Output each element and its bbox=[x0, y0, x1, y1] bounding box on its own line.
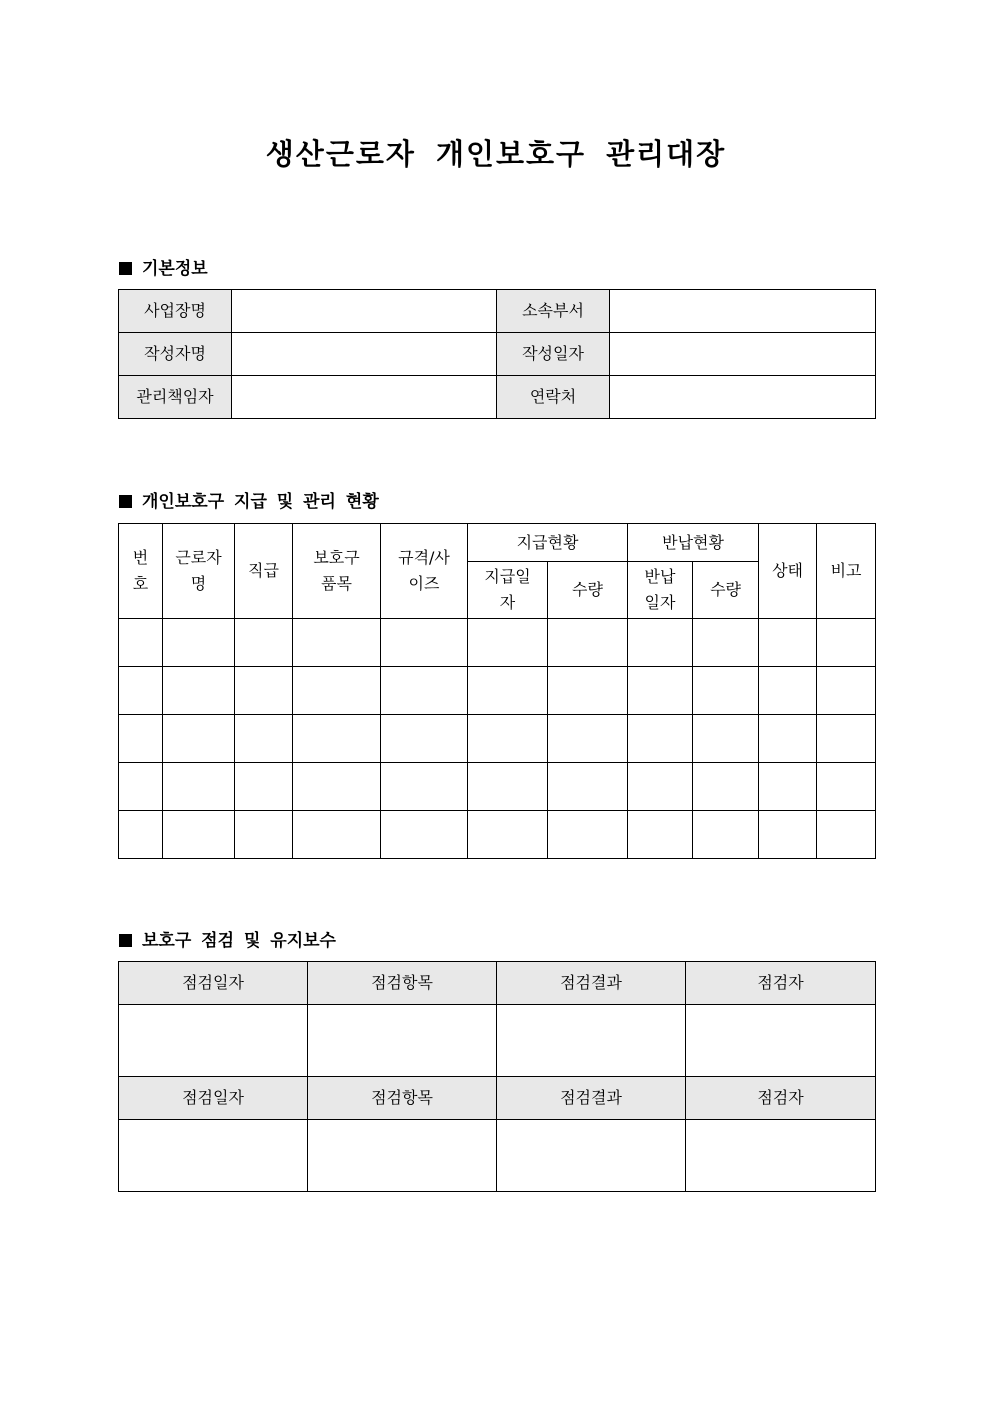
section-basic-heading bbox=[119, 254, 208, 279]
square-bullet-icon bbox=[119, 262, 132, 275]
cell-supply-date[interactable] bbox=[468, 619, 548, 667]
header-supply-qty: 수량 bbox=[548, 562, 628, 619]
inspection-date-field[interactable] bbox=[119, 1120, 308, 1192]
cell-return-date[interactable] bbox=[628, 715, 693, 763]
cell-worker[interactable] bbox=[163, 715, 235, 763]
header-position: 직급 bbox=[235, 524, 293, 619]
cell-worker[interactable] bbox=[163, 763, 235, 811]
cell-size[interactable] bbox=[381, 715, 468, 763]
cell-supply-date[interactable] bbox=[468, 667, 548, 715]
cell-return-date[interactable] bbox=[628, 811, 693, 859]
square-bullet-icon bbox=[119, 934, 132, 947]
header-no: 번호 bbox=[119, 524, 163, 619]
manager-label: 관리책임자 bbox=[119, 376, 232, 419]
manager-field[interactable] bbox=[232, 376, 497, 419]
contact-label: 연락처 bbox=[497, 376, 610, 419]
cell-position[interactable] bbox=[235, 667, 293, 715]
section-inspection-label: 보호구 점검 및 유지보수 bbox=[142, 931, 336, 951]
cell-note[interactable] bbox=[817, 667, 876, 715]
table-row bbox=[119, 619, 876, 667]
date-label: 작성일자 bbox=[497, 333, 610, 376]
cell-supply-date[interactable] bbox=[468, 811, 548, 859]
header-status: 상태 bbox=[759, 524, 817, 619]
department-label: 소속부서 bbox=[497, 290, 610, 333]
department-field[interactable] bbox=[610, 290, 876, 333]
basic-row bbox=[119, 333, 876, 376]
cell-status[interactable] bbox=[759, 763, 817, 811]
business-name-field[interactable] bbox=[232, 290, 497, 333]
cell-no[interactable] bbox=[119, 763, 163, 811]
inspection-item-field[interactable] bbox=[308, 1005, 497, 1077]
inspector-header: 점검자 bbox=[686, 1077, 876, 1120]
cell-no[interactable] bbox=[119, 715, 163, 763]
table-row bbox=[119, 811, 876, 859]
basic-row bbox=[119, 376, 876, 419]
cell-item[interactable] bbox=[293, 619, 381, 667]
cell-item[interactable] bbox=[293, 763, 381, 811]
basic-info-table bbox=[118, 289, 876, 419]
cell-item[interactable] bbox=[293, 715, 381, 763]
author-field[interactable] bbox=[232, 333, 497, 376]
cell-return-qty[interactable] bbox=[693, 667, 759, 715]
inspection-result-field[interactable] bbox=[497, 1120, 686, 1192]
header-return: 반납현황 bbox=[628, 524, 759, 562]
cell-supply-qty[interactable] bbox=[548, 763, 628, 811]
header-supply: 지급현황 bbox=[468, 524, 628, 562]
cell-worker[interactable] bbox=[163, 811, 235, 859]
cell-item[interactable] bbox=[293, 667, 381, 715]
header-worker: 근로자명 bbox=[163, 524, 235, 619]
cell-return-qty[interactable] bbox=[693, 619, 759, 667]
inspection-data-row bbox=[119, 1005, 876, 1077]
date-field[interactable] bbox=[610, 333, 876, 376]
cell-supply-qty[interactable] bbox=[548, 715, 628, 763]
issue-table bbox=[118, 523, 876, 859]
inspection-header-row bbox=[119, 1077, 876, 1120]
header-supply-date: 지급일자 bbox=[468, 562, 548, 619]
cell-no[interactable] bbox=[119, 811, 163, 859]
contact-field[interactable] bbox=[610, 376, 876, 419]
square-bullet-icon bbox=[119, 495, 132, 508]
cell-supply-date[interactable] bbox=[468, 715, 548, 763]
cell-size[interactable] bbox=[381, 667, 468, 715]
cell-item[interactable] bbox=[293, 811, 381, 859]
cell-size[interactable] bbox=[381, 763, 468, 811]
inspector-field[interactable] bbox=[686, 1005, 876, 1077]
inspection-date-field[interactable] bbox=[119, 1005, 308, 1077]
cell-status[interactable] bbox=[759, 667, 817, 715]
header-return-qty: 수량 bbox=[693, 562, 759, 619]
issue-header-row bbox=[119, 524, 876, 562]
inspection-item-header: 점검항목 bbox=[308, 1077, 497, 1120]
cell-note[interactable] bbox=[817, 811, 876, 859]
inspection-date-header: 점검일자 bbox=[119, 1077, 308, 1120]
inspector-field[interactable] bbox=[686, 1120, 876, 1192]
cell-position[interactable] bbox=[235, 619, 293, 667]
cell-return-date[interactable] bbox=[628, 619, 693, 667]
cell-return-qty[interactable] bbox=[693, 811, 759, 859]
table-row bbox=[119, 715, 876, 763]
cell-return-qty[interactable] bbox=[693, 763, 759, 811]
cell-supply-qty[interactable] bbox=[548, 667, 628, 715]
inspection-result-header: 점검결과 bbox=[497, 962, 686, 1005]
document-title: 생산근로자 개인보호구 관리대장 bbox=[265, 137, 727, 171]
cell-size[interactable] bbox=[381, 619, 468, 667]
section-issue-label: 개인보호구 지급 및 관리 현황 bbox=[142, 492, 379, 512]
inspection-item-field[interactable] bbox=[308, 1120, 497, 1192]
cell-position[interactable] bbox=[235, 763, 293, 811]
inspection-item-header: 점검항목 bbox=[308, 962, 497, 1005]
cell-worker[interactable] bbox=[163, 667, 235, 715]
cell-no[interactable] bbox=[119, 667, 163, 715]
cell-no[interactable] bbox=[119, 619, 163, 667]
inspection-data-row bbox=[119, 1120, 876, 1192]
inspection-date-header: 점검일자 bbox=[119, 962, 308, 1005]
section-basic-label: 기본정보 bbox=[142, 259, 208, 279]
cell-return-date[interactable] bbox=[628, 763, 693, 811]
section-issue-heading bbox=[119, 487, 379, 512]
section-inspection-heading bbox=[119, 926, 336, 951]
inspector-header: 점검자 bbox=[686, 962, 876, 1005]
cell-supply-date[interactable] bbox=[468, 763, 548, 811]
inspection-table bbox=[118, 961, 876, 1192]
author-label: 작성자명 bbox=[119, 333, 232, 376]
cell-status[interactable] bbox=[759, 619, 817, 667]
cell-return-qty[interactable] bbox=[693, 715, 759, 763]
cell-position[interactable] bbox=[235, 715, 293, 763]
cell-supply-qty[interactable] bbox=[548, 619, 628, 667]
cell-status[interactable] bbox=[759, 715, 817, 763]
inspection-result-field[interactable] bbox=[497, 1005, 686, 1077]
basic-row bbox=[119, 290, 876, 333]
cell-status[interactable] bbox=[759, 811, 817, 859]
inspection-header-row bbox=[119, 962, 876, 1005]
cell-note[interactable] bbox=[817, 715, 876, 763]
cell-supply-qty[interactable] bbox=[548, 811, 628, 859]
cell-note[interactable] bbox=[817, 763, 876, 811]
header-note: 비고 bbox=[817, 524, 876, 619]
header-size: 규격/사이즈 bbox=[381, 524, 468, 619]
cell-return-date[interactable] bbox=[628, 667, 693, 715]
cell-size[interactable] bbox=[381, 811, 468, 859]
header-item: 보호구 품목 bbox=[293, 524, 381, 619]
cell-note[interactable] bbox=[817, 619, 876, 667]
inspection-result-header: 점검결과 bbox=[497, 1077, 686, 1120]
business-name-label: 사업장명 bbox=[119, 290, 232, 333]
table-row bbox=[119, 667, 876, 715]
header-return-date: 반납일자 bbox=[628, 562, 693, 619]
cell-worker[interactable] bbox=[163, 619, 235, 667]
cell-position[interactable] bbox=[235, 811, 293, 859]
table-row bbox=[119, 763, 876, 811]
